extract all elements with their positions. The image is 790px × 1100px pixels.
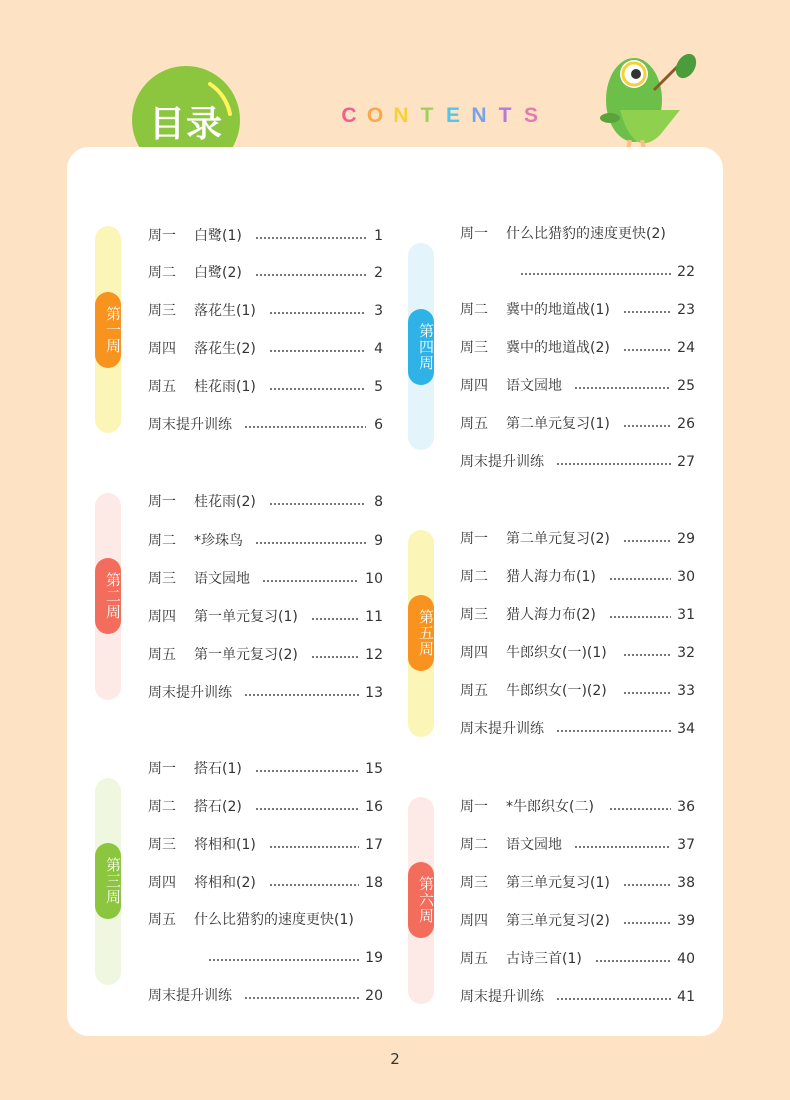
toc-entry [148, 607, 383, 627]
entry-day: 周四 [148, 609, 176, 625]
toc-entry [148, 492, 383, 512]
contents-letter: T [498, 104, 512, 127]
entry-page: 16 [365, 799, 383, 815]
entry-page: 32 [677, 645, 695, 661]
entry-day: 周二 [148, 265, 176, 281]
leader-dots [255, 274, 366, 276]
leader-dots [255, 808, 359, 810]
entry-page: 31 [677, 607, 695, 623]
toc-entry [460, 338, 695, 358]
entry-day: 周四 [148, 875, 176, 891]
toc-entry [460, 529, 695, 549]
entry-page: 3 [374, 303, 383, 319]
toc-entry [148, 531, 383, 551]
entry-page: 10 [365, 571, 383, 587]
entry-day: 周五 [148, 379, 176, 395]
entry-page: 24 [677, 340, 695, 356]
contents-letter: N [393, 104, 409, 127]
entry-page: 37 [677, 837, 695, 853]
entry-day: 周四 [460, 645, 488, 661]
entry-page: 6 [374, 417, 383, 433]
toc-entry [460, 567, 695, 587]
entry-page: 1 [374, 228, 383, 244]
entry-day: 周四 [148, 341, 176, 357]
toc-entry [460, 911, 695, 931]
entry-day: 周三 [148, 571, 176, 587]
entry-day: 周末提升训练 [148, 988, 232, 1004]
leader-dots [595, 960, 671, 962]
entry-title: 语文园地 [506, 378, 562, 394]
leader-dots [556, 730, 671, 732]
page-title: 目录 [148, 104, 223, 145]
week-label: 第二周 [95, 558, 121, 634]
entry-day: 周一 [460, 799, 488, 815]
week-label: 第三周 [95, 843, 121, 919]
leader-dots [255, 237, 366, 239]
leader-dots [208, 959, 359, 961]
contents-card [67, 147, 723, 1036]
entry-day: 周四 [460, 913, 488, 929]
week-label: 第五周 [408, 595, 434, 671]
entry-day: 周末提升训练 [460, 454, 544, 470]
entry-page: 40 [677, 951, 695, 967]
toc-entry [148, 683, 383, 703]
entry-title: 桂花雨(2) [194, 494, 256, 510]
toc-entry-continuation [460, 262, 695, 282]
entry-title: 第一单元复习(2) [194, 647, 298, 663]
entry-day: 周五 [148, 912, 176, 928]
toc-entry [148, 759, 383, 779]
toc-entry [148, 645, 383, 665]
entry-title: 将相和(1) [194, 837, 256, 853]
entry-day: 周二 [148, 533, 176, 549]
toc-entry [148, 910, 383, 930]
leader-dots [609, 808, 671, 810]
entry-page: 8 [374, 494, 383, 510]
leader-dots [255, 770, 359, 772]
entry-page: 13 [365, 685, 383, 701]
leader-dots [244, 997, 359, 999]
leader-dots [623, 654, 671, 656]
leader-dots [609, 578, 671, 580]
toc-entry [148, 569, 383, 589]
entry-title: 第二单元复习(1) [506, 416, 610, 432]
toc-entry [460, 797, 695, 817]
entry-day: 周一 [148, 228, 176, 244]
leader-dots [623, 425, 671, 427]
entry-title: 第三单元复习(2) [506, 913, 610, 929]
toc-entry [148, 226, 383, 246]
toc-entry [148, 301, 383, 321]
leader-dots [520, 273, 671, 275]
entry-day: 周三 [148, 303, 176, 319]
toc-entry [460, 300, 695, 320]
leader-dots [556, 463, 671, 465]
entry-page: 39 [677, 913, 695, 929]
entry-page: 33 [677, 683, 695, 699]
entry-day: 周五 [460, 683, 488, 699]
entry-day: 周末提升训练 [148, 685, 232, 701]
toc-entry [460, 719, 695, 739]
entry-title: 第二单元复习(2) [506, 531, 610, 547]
entry-title: 什么比猎豹的速度更快(2) [506, 226, 666, 242]
entry-page: 15 [365, 761, 383, 777]
entry-page: 22 [677, 264, 695, 280]
contents-letter: E [445, 104, 460, 127]
entry-page: 9 [374, 533, 383, 549]
entry-page: 38 [677, 875, 695, 891]
entry-title: *珍珠鸟 [194, 533, 243, 549]
entry-page: 25 [677, 378, 695, 394]
entry-page: 2 [374, 265, 383, 281]
toc-entry [148, 415, 383, 435]
entry-day: 周三 [460, 607, 488, 623]
contents-letter: C [341, 104, 357, 127]
entry-page: 36 [677, 799, 695, 815]
entry-page: 27 [677, 454, 695, 470]
entry-page: 20 [365, 988, 383, 1004]
entry-page: 34 [677, 721, 695, 737]
toc-entry [460, 376, 695, 396]
entry-day: 周五 [148, 647, 176, 663]
page-number: 2 [390, 1050, 400, 1068]
entry-title: 落花生(1) [194, 303, 256, 319]
entry-title: 落花生(2) [194, 341, 256, 357]
leader-dots [255, 542, 366, 544]
leader-dots [269, 846, 359, 848]
entry-title: 什么比猎豹的速度更快(1) [194, 912, 354, 928]
entry-day: 周五 [460, 951, 488, 967]
toc-entry [148, 339, 383, 359]
entry-title: 古诗三首(1) [506, 951, 582, 967]
entry-day: 周三 [148, 837, 176, 853]
toc-entry [148, 873, 383, 893]
toc-entry [460, 835, 695, 855]
leader-dots [623, 311, 671, 313]
entry-title: 猎人海力布(2) [506, 607, 596, 623]
entry-page: 23 [677, 302, 695, 318]
toc-entry [460, 681, 695, 701]
toc-entry [148, 986, 383, 1006]
toc-entry [148, 835, 383, 855]
entry-page: 19 [365, 950, 383, 966]
leader-dots [269, 503, 366, 505]
entry-title: 冀中的地道战(2) [506, 340, 610, 356]
toc-entry [148, 263, 383, 283]
leader-dots [269, 312, 366, 314]
entry-title: 第三单元复习(1) [506, 875, 610, 891]
leader-dots [244, 694, 359, 696]
entry-day: 周末提升训练 [460, 721, 544, 737]
entry-day: 周五 [460, 416, 488, 432]
entry-day: 周一 [460, 226, 488, 242]
week-label: 第四周 [408, 309, 434, 385]
entry-day: 周四 [460, 378, 488, 394]
entry-day: 周一 [460, 531, 488, 547]
entry-day: 周二 [460, 569, 488, 585]
toc-entry [460, 987, 695, 1007]
entry-page: 4 [374, 341, 383, 357]
entry-title: *牛郎织女(二) [506, 799, 594, 815]
contents-letter: N [471, 104, 487, 127]
toc-entry [148, 797, 383, 817]
entry-page: 30 [677, 569, 695, 585]
entry-day: 周一 [148, 761, 176, 777]
toc-entry [460, 414, 695, 434]
entry-day: 周二 [460, 837, 488, 853]
entry-page: 29 [677, 531, 695, 547]
contents-heading [336, 104, 544, 128]
leader-dots [269, 350, 366, 352]
leader-dots [623, 692, 671, 694]
leader-dots [609, 616, 671, 618]
entry-title: 搭石(1) [194, 761, 242, 777]
entry-title: 将相和(2) [194, 875, 256, 891]
entry-title: 第一单元复习(1) [194, 609, 298, 625]
toc-entry-continuation [148, 948, 383, 968]
entry-title: 白鹭(2) [194, 265, 242, 281]
contents-letter: O [366, 104, 384, 127]
leader-dots [574, 387, 671, 389]
leader-dots [623, 540, 671, 542]
leader-dots [623, 349, 671, 351]
entry-day: 周二 [460, 302, 488, 318]
entry-page: 5 [374, 379, 383, 395]
toc-entry [460, 643, 695, 663]
entry-page: 17 [365, 837, 383, 853]
entry-page: 41 [677, 989, 695, 1005]
toc-entry [460, 949, 695, 969]
entry-title: 语文园地 [506, 837, 562, 853]
entry-title: 牛郎织女(一)(2) [506, 683, 607, 699]
leader-dots [269, 884, 359, 886]
toc-entry [460, 452, 695, 472]
contents-letter: T [420, 104, 434, 127]
entry-page: 18 [365, 875, 383, 891]
leader-dots [269, 388, 366, 390]
leader-dots [244, 426, 366, 428]
toc-entry [460, 224, 695, 244]
toc-entry [148, 377, 383, 397]
entry-title: 牛郎织女(一)(1) [506, 645, 607, 661]
entry-title: 冀中的地道战(1) [506, 302, 610, 318]
toc-entry [460, 873, 695, 893]
entry-title: 猎人海力布(1) [506, 569, 596, 585]
week-label: 第一周 [95, 292, 121, 368]
leader-dots [262, 580, 359, 582]
leader-dots [623, 884, 671, 886]
leader-dots [574, 846, 671, 848]
entry-day: 周三 [460, 875, 488, 891]
entry-page: 26 [677, 416, 695, 432]
entry-page: 12 [365, 647, 383, 663]
entry-page: 11 [365, 609, 383, 625]
entry-day: 周三 [460, 340, 488, 356]
leader-dots [623, 922, 671, 924]
leader-dots [556, 998, 671, 1000]
entry-title: 语文园地 [194, 571, 250, 587]
entry-title: 白鹭(1) [194, 228, 242, 244]
entry-title: 桂花雨(1) [194, 379, 256, 395]
entry-day: 周一 [148, 494, 176, 510]
contents-letter: S [523, 104, 538, 127]
entry-title: 搭石(2) [194, 799, 242, 815]
entry-day: 周末提升训练 [460, 989, 544, 1005]
week-label: 第六周 [408, 862, 434, 938]
toc-entry [460, 605, 695, 625]
entry-day: 周二 [148, 799, 176, 815]
leader-dots [311, 656, 359, 658]
leader-dots [311, 618, 359, 620]
entry-day: 周末提升训练 [148, 417, 232, 433]
